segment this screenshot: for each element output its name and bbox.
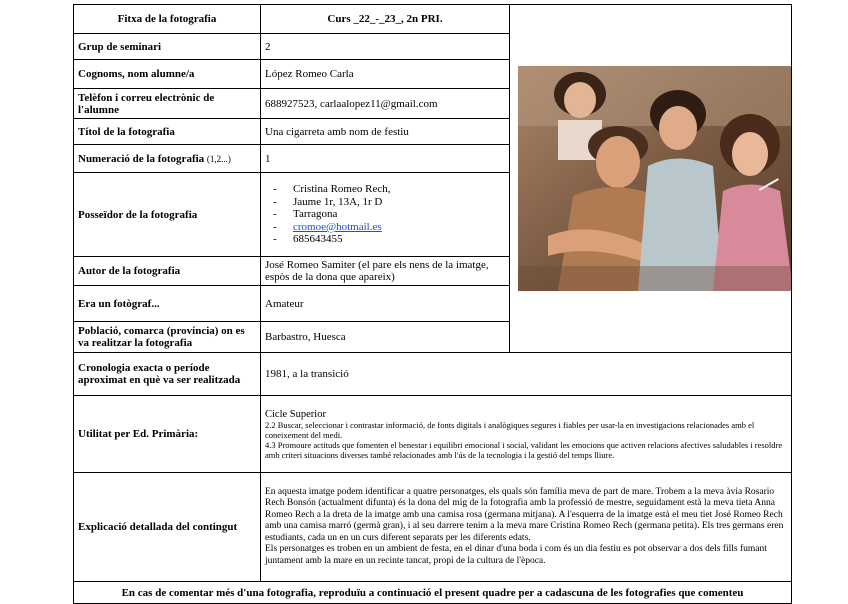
contact-value: 688927523, carlaalopez11@gmail.com xyxy=(261,89,510,119)
family-photo xyxy=(518,66,792,291)
explanation-value xyxy=(261,473,792,582)
family-photo-image xyxy=(518,66,792,291)
utility-label: Utilitat per Ed. Primària: xyxy=(74,396,261,473)
row-explanation xyxy=(74,473,792,582)
owner-value xyxy=(261,173,510,257)
header-row xyxy=(74,5,792,34)
explanation-label: Explicació detallada del contingut xyxy=(74,473,261,582)
photo-cell xyxy=(510,5,792,353)
owner-address: - Jaume 1r, 13A, 1r D xyxy=(293,196,505,209)
row-chronology xyxy=(74,353,792,396)
name-label: Cognoms, nom alumne/a xyxy=(74,60,261,89)
utility-competence-2: 4.3 Promoure actituds que fomenten el benestar i equilibri emocional i social, validant les emocions que activen relacions afectives saludables i resoldre amb criteri situacions diverses també relacionades amb l'ús de la tecnologia i la gestió del temps lliure. xyxy=(265,439,783,460)
form-title: Fitxa de la fotografia xyxy=(74,5,261,34)
place-value: Barbastro, Huesca xyxy=(261,322,510,353)
contact-label: Telèfon i correu electrònic de l'alumne xyxy=(74,89,261,119)
row-utility xyxy=(74,396,792,473)
photo-form-sheet xyxy=(73,4,791,599)
row-footer xyxy=(74,582,792,604)
name-value: López Romeo Carla xyxy=(261,60,510,89)
utility-value xyxy=(261,396,792,473)
numbering-note: (1,2...) xyxy=(206,153,231,164)
utility-level: Cicle Superior xyxy=(265,408,326,420)
owner-email-link[interactable]: cromoe@hotmail.es xyxy=(293,220,382,233)
chronology-label: Cronologia exacta o període aproximat en què va ser realitzada xyxy=(74,353,261,396)
place-label: Població, comarca (província) on es va realitzar la fotografia xyxy=(74,322,261,353)
course-label: Curs _22_-_23_, 2n PRI. xyxy=(261,5,510,34)
owner-label: Posseïdor de la fotografia xyxy=(74,173,261,257)
photo-title-label: Títol de la fotografia xyxy=(74,119,261,145)
photographer-value: Amateur xyxy=(261,286,510,322)
numbering-label: Numeració de la fotografia xyxy=(78,152,205,165)
photo-title-value: Una cigarreta amb nom de festiu xyxy=(261,119,510,145)
author-label: Autor de la fotografia xyxy=(74,257,261,286)
owner-name: - Cristina Romeo Rech, xyxy=(293,183,505,196)
footer-note: En cas de comentar més d'una fotografia, reproduïu a continuació el present quadre per a cadascuna de les fotografies que comenteu xyxy=(74,582,792,604)
explanation-paragraph-1: En aquesta imatge podem identificar a quatre personatges, els quals són família meva de part de mare. Trobem a la meva àvia Rosario Rech Bonsón (actualment difunta) és la dona del mig de la fotografia amb la professió de mestre, seguidament està la meva tieta Anna Romeo Rech a la dreta de la imatge amb una camisa rosa (germana mitjana). A l'esquerra de la imatge està el meu tiet José Romeo Rech amb una camisa marró (germà gran), i al seu darrere tenim a la meva mare Cristina Romeo Rech (germana petita). Els tres germans eren estudiants, cada un en un curs diferent separats per les diferents edats. xyxy=(265,486,784,543)
numbering-label-cell xyxy=(74,145,261,173)
group-value: 2 xyxy=(261,34,510,60)
photographer-label: Era un fotògraf... xyxy=(74,286,261,322)
utility-competence-1: 2.2 Buscar, seleccionar i contrastar informació, de fonts digitals i analògiques segures i fiables per usar-la en investigacions relacionades amb el coneixement del medi. xyxy=(265,419,755,440)
owner-city: - Tarragona xyxy=(293,208,505,221)
numbering-value: 1 xyxy=(261,145,510,173)
owner-email-item xyxy=(293,221,505,234)
chronology-value: 1981, a la transició xyxy=(261,353,792,396)
photo-form-table xyxy=(73,4,792,604)
owner-phone: - 685643455 xyxy=(293,233,505,246)
owner-list xyxy=(265,183,505,246)
author-value: José Romeo Samiter (el pare els nens de la imatge, espòs de la dona que apareix) xyxy=(261,257,510,286)
explanation-paragraph-2: Els personatges es troben en un ambient de festa, en el dinar d'una boda i com és un dia festiu es pot observar a dos dels fills fumant juntament amb la mare en un recinte tancat, propi de la cultura de l'època. xyxy=(265,544,767,566)
group-label: Grup de seminari xyxy=(74,34,261,60)
